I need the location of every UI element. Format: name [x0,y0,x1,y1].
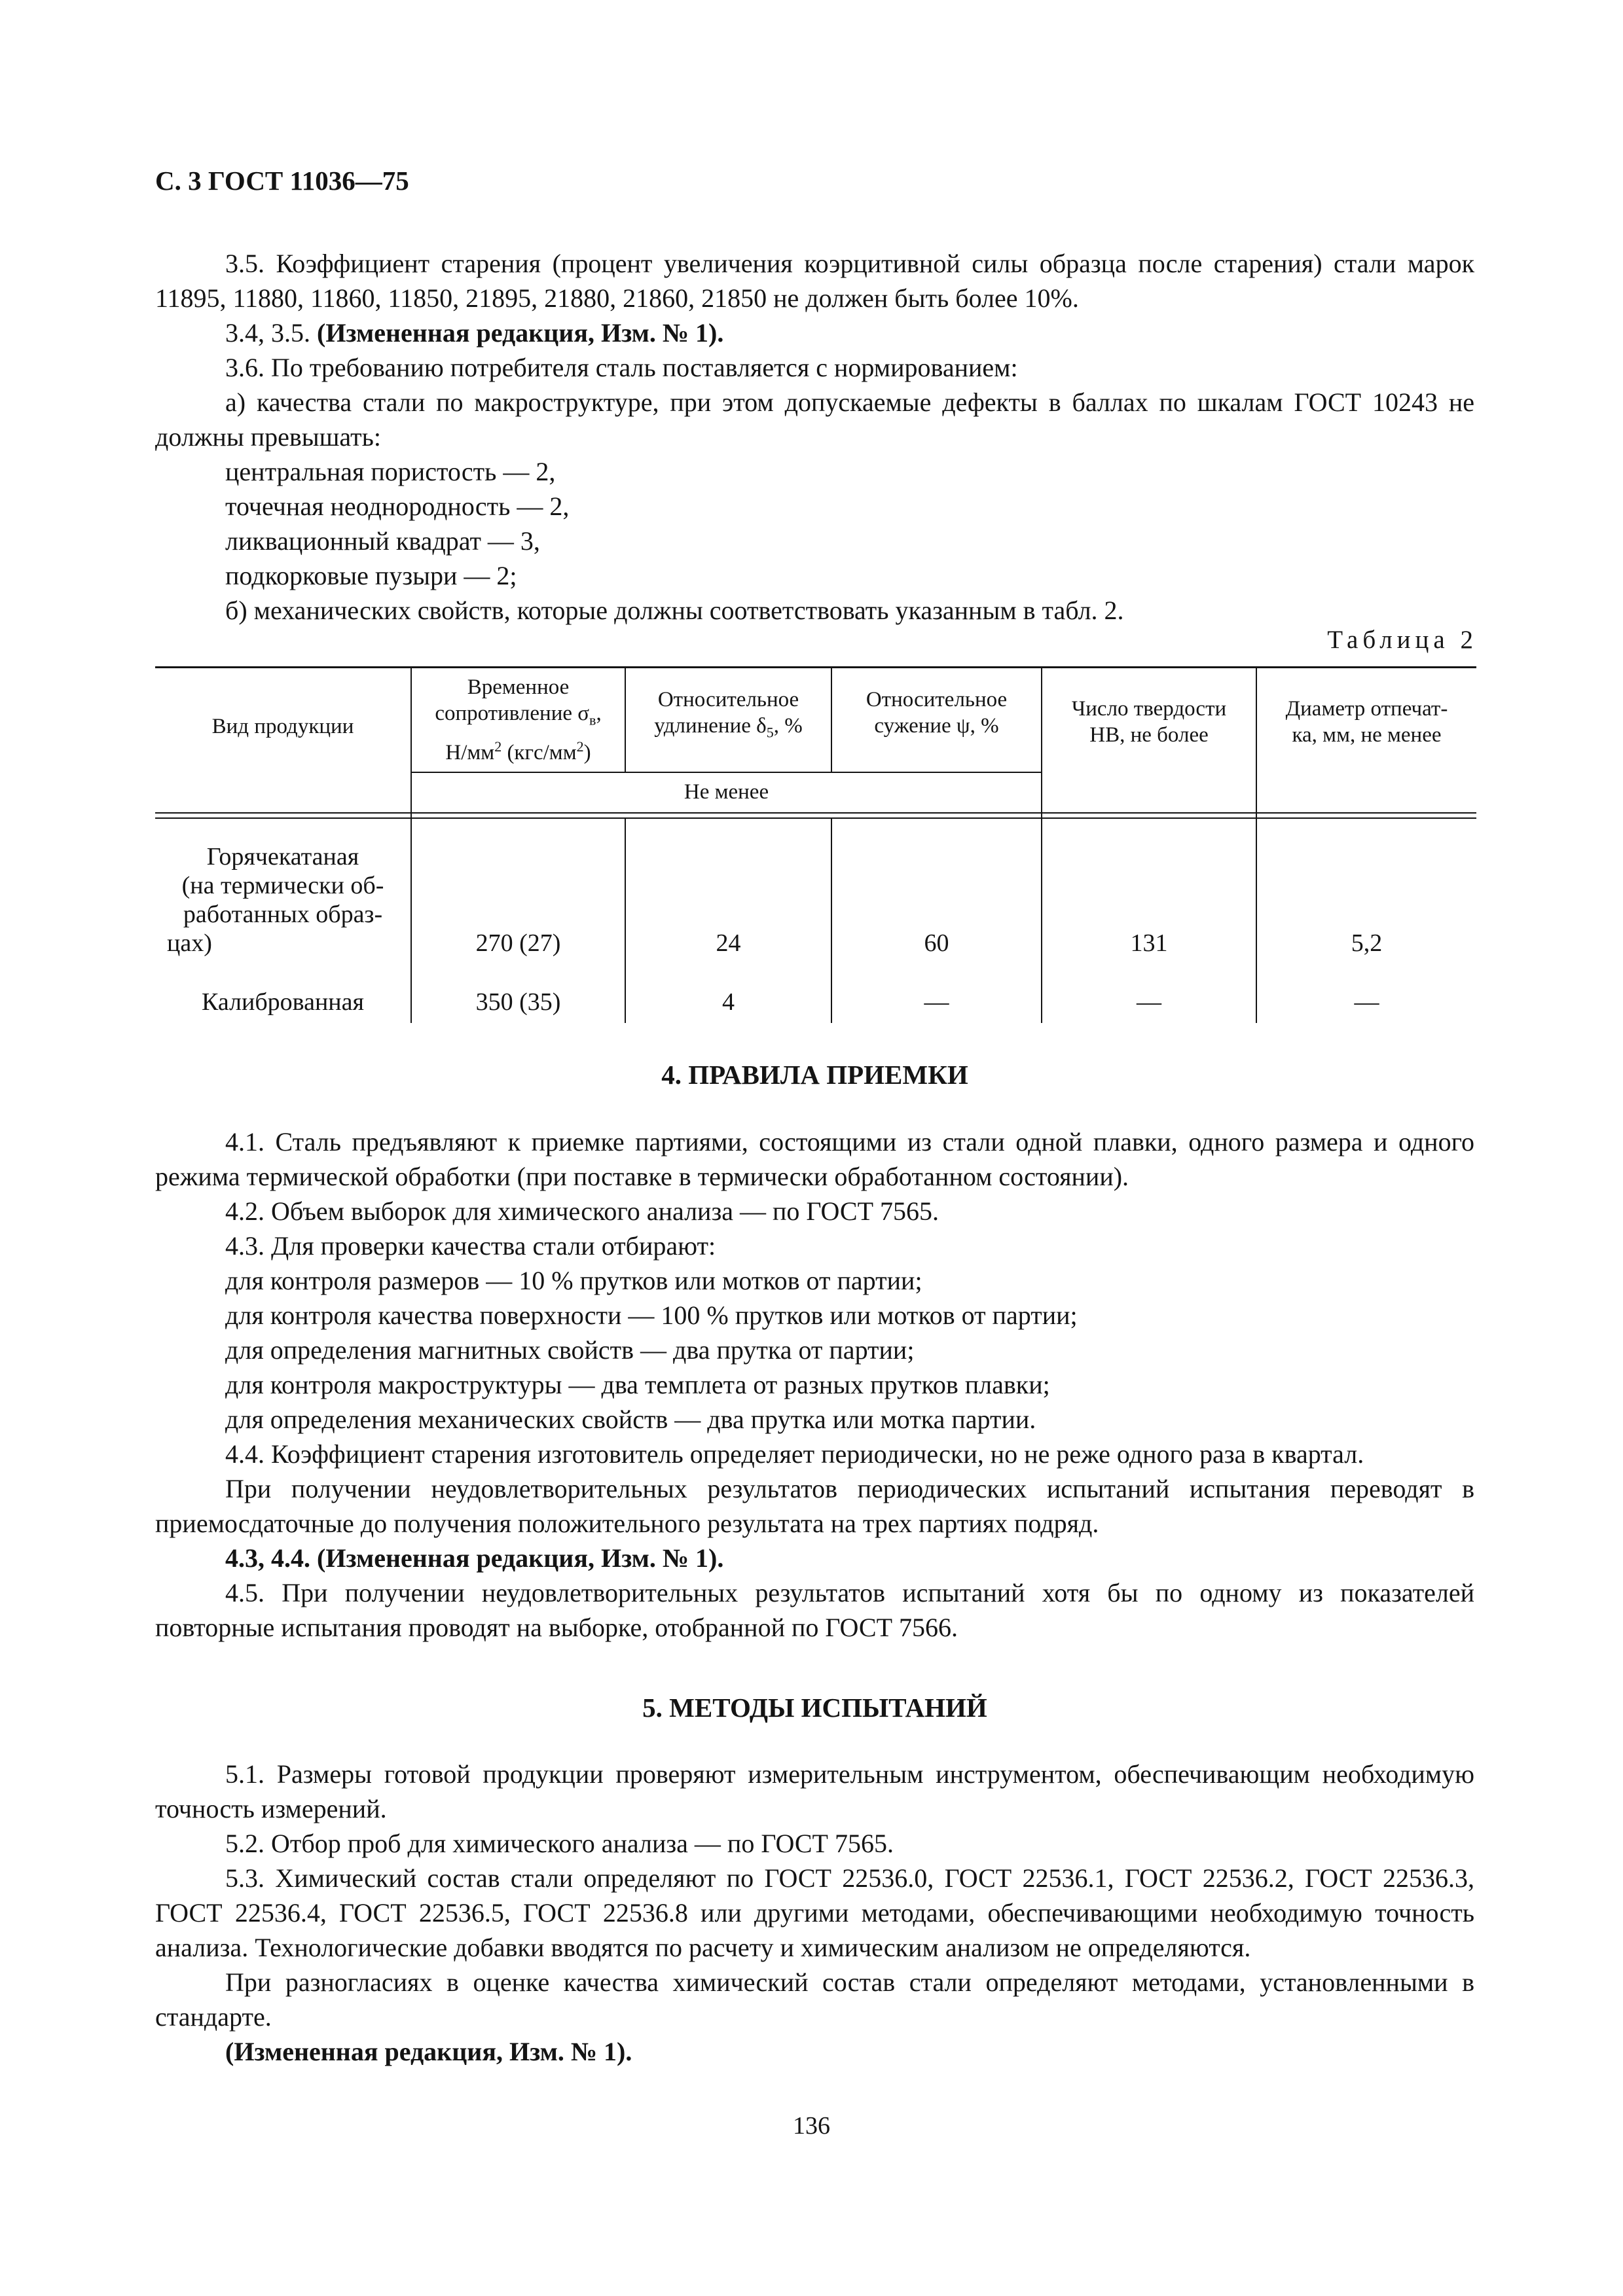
header-tensile-line2-text: сопротивление σ [435,702,590,725]
paragraph [155,246,1474,315]
header-diameter-line2: ка, мм, не менее [1292,723,1442,747]
paragraph-text: При получении неудовлетворительных результатов периодических испытаний испытания переводят в приемосдаточные до получения положительного результата на трех партиях подряд. [155,1474,1474,1538]
row2-narrowing: — [924,988,949,1016]
paragraph [155,1757,1474,1826]
table-header-rule-1 [155,812,1476,814]
row2-diameter: — [1354,988,1379,1016]
paragraph-text: 4.2. Объем выборок для химического анализа — по ГОСТ 7565. [225,1196,939,1226]
paragraph-text: ликвационный квадрат — 3, [225,526,540,556]
header-hardness-line1: Число твердости [1071,697,1227,721]
header-tensile-unit-a: Н/мм [445,740,495,764]
header-elongation-sub: 5 [766,724,774,741]
header-tensile-line2: сопротивление $\sigma_в$, [435,702,602,728]
paragraph-text: 4.5. При получении неудовлетворительных результатов испытаний хотя бы по одному из показателей повторные испытания проводят на выборке, отобранной по ГОСТ 7566. [155,1578,1474,1642]
paragraph [155,1437,1474,1471]
header-product: Вид продукции [211,715,354,738]
table-header-rule-2 [155,817,1476,819]
paragraph [155,1333,1474,1367]
paragraph-text: подкорковые пузыри — 2; [225,561,517,590]
paragraph [155,350,1474,385]
header-elongation [626,687,831,746]
paragraph-text: центральная пористость — 2, [225,457,556,486]
paragraph-text: для определения механических свойств — два прутка или мотка партии. [225,1405,1036,1434]
text-block-section-5 [155,1757,1474,2069]
paragraph [155,1194,1474,1229]
paragraph [155,1298,1474,1333]
header-diameter [1257,696,1476,748]
header-tensile-unit-c: ) [583,740,591,764]
row2-tensile: 350 (35) [475,988,561,1016]
paragraph [155,385,1474,454]
row1-product [155,842,410,958]
text-block-section-4 [155,1124,1474,1645]
paragraph-text: При разногласиях в оценке качества химический состав стали определяют методами, установленными в стандарте. [155,1967,1474,2032]
paragraph [155,593,1474,628]
header-tensile-line3: $Н/мм^2$ $(кгс/мм^2)$ [445,738,591,764]
row2-elongation: 4 [722,988,735,1016]
paragraph [155,558,1474,593]
paragraph [155,2034,1474,2069]
paragraph-text: 4.1. Сталь предъявляют к приемке партиями, состоящими из стали одной плавки, одного размера и одного режима термической обработки (при поставке в термически обработанном состоянии). [155,1127,1474,1191]
table-caption: Таблица 2 [1327,626,1478,654]
paragraph [155,1402,1474,1437]
paragraph [155,1541,1474,1575]
paragraph [155,489,1474,524]
row2-hardness: — [1137,988,1161,1016]
paragraph [155,1124,1474,1194]
header-elongation-text: удлинение δ [654,714,767,738]
paragraph-text: 5.3. Химический состав стали определяют по ГОСТ 22536.0, ГОСТ 22536.1, ГОСТ 22536.2, ГОСТ 22536.3, ГОСТ 22536.4, ГОСТ 22536.5, ГОСТ 22536.8 или другими методами, обеспечивающими необходимую точность анализа. Технологические добавки вводятся по расчету и химическим анализом не определяются. [155,1863,1474,1962]
header-narrowing-line2: сужение ψ, % [874,714,999,738]
paragraph [155,1826,1474,1861]
paragraph-text: 3.6. По требованию потребителя сталь поставляется с нормированием: [225,353,1018,382]
paragraph-text: 3.5. Коэффициент старения (процент увеличения коэрцитивной силы образца после старения) стали марок 11895, 11880, 11860, 11850, 21895, 21880, 21860, 21850 не должен быть более 10%. [155,249,1474,313]
paragraph-text: 4.4. Коэффициент старения изготовитель определяет периодически, но не реже одного раза в квартал. [225,1439,1364,1469]
header-tensile-sub: в [589,711,596,728]
paragraph [155,1263,1474,1298]
row1-narrowing: 60 [924,929,949,957]
header-elongation-line2 [626,713,831,746]
paragraph-text: для контроля размеров — 10 % прутков или мотков от партии; [225,1266,922,1295]
table-top-rule [155,666,1476,668]
header-narrowing-line1: Относительное [866,688,1008,711]
header-tensile-line1: Временное [467,675,570,699]
paragraph-text: 5.2. Отбор проб для химического анализа — по ГОСТ 7565. [225,1829,894,1858]
paragraph [155,315,1474,350]
paragraph-text: для определения магнитных свойств — два прутка от партии; [225,1335,915,1365]
header-hardness-line2: НВ, не более [1089,723,1209,747]
paragraph [155,524,1474,558]
header-tensile [412,674,625,766]
paragraph [155,1471,1474,1541]
paragraph-text: а) качества стали по макроструктуре, при этом допускаемые дефекты в баллах по шкалам ГОСТ 10243 не должны превышать: [155,387,1474,452]
paragraph-text: 4.3. Для проверки качества стали отбирают: [225,1231,716,1261]
paragraph [155,1229,1474,1263]
section-5-title: 5. МЕТОДЫ ИСПЫТАНИЙ [642,1693,987,1723]
paragraph [155,1367,1474,1402]
paragraph [155,1965,1474,2034]
row1-hardness: 131 [1130,929,1168,957]
table-2 [155,666,1476,1023]
paragraph-text: 3.4, 3.5. [225,318,317,348]
header-elongation-line1: Относительное [657,688,799,711]
row1-product-line2: (на термически об- [181,872,384,899]
row1-product-line1: Горячекатаная [206,843,359,870]
page-header: С. 3 ГОСТ 11036—75 [155,166,409,196]
paragraph-text: 5.1. Размеры готовой продукции проверяют измерительным инструментом, обеспечивающим необходимую точность измерений. [155,1759,1474,1823]
header-elongation-unit: , % [773,714,803,738]
paragraph [155,454,1474,489]
paragraph [155,1861,1474,1965]
row1-tensile: 270 (27) [475,929,561,957]
paragraph-bold-text: 4.3, 4.4. (Измененная редакция, Изм. № 1). [225,1543,724,1573]
row1-product-line4: цах) [167,929,212,957]
row1-diameter: 5,2 [1351,929,1383,957]
paragraph-text: точечная неоднородность — 2, [225,492,570,521]
header-tensile-unit-b: (кгс/мм [501,740,577,764]
paragraph-text: для контроля макроструктуры — два темплета от разных прутков плавки; [225,1370,1050,1399]
paragraph-text: б) механических свойств, которые должны соответствовать указанным в табл. 2. [225,596,1124,625]
table-subheader-rule [411,772,1042,773]
paragraph-text: для контроля качества поверхности — 100 % прутков или мотков от партии; [225,1300,1078,1330]
text-block-section-3 [155,246,1474,628]
header-narrowing [832,687,1041,739]
paragraph-bold-text: (Измененная редакция, Изм. № 1). [225,2037,632,2066]
header-hardness [1042,696,1256,748]
row1-elongation: 24 [716,929,741,957]
paragraph-bold-text: (Измененная редакция, Изм. № 1). [317,318,724,348]
row1-product-line3: работанных образ- [183,901,383,928]
header-not-less: Не менее [684,780,769,804]
page-number: 136 [793,2112,830,2140]
paragraph [155,1575,1474,1645]
row2-product: Калиброванная [201,988,364,1016]
section-4-title: 4. ПРАВИЛА ПРИЕМКИ [661,1060,968,1090]
header-diameter-line1: Диаметр отпечат- [1285,697,1448,721]
